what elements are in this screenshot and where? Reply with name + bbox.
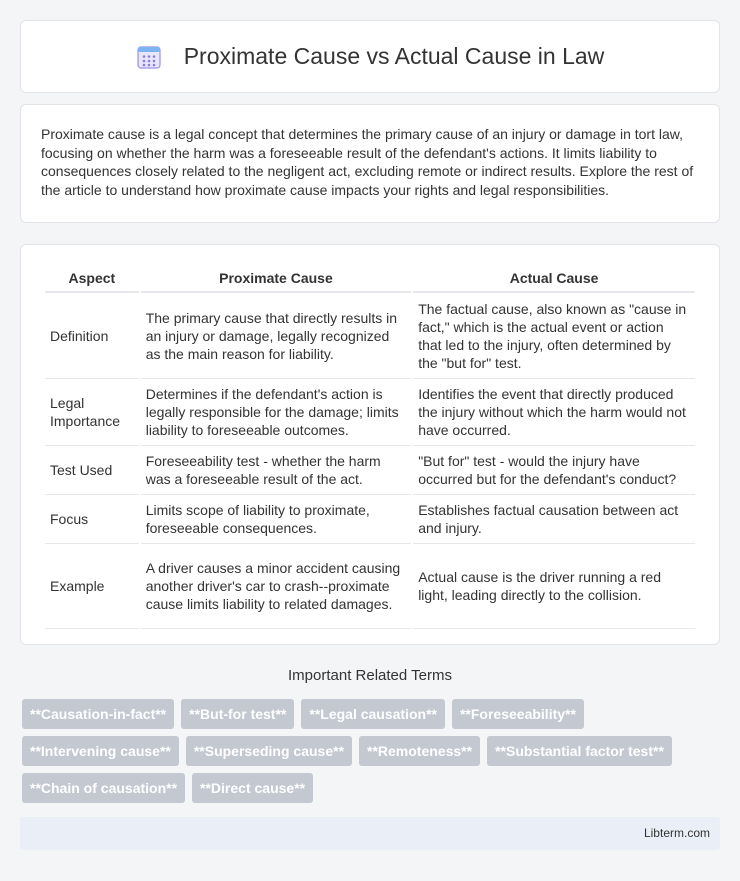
table-row	[45, 446, 695, 495]
header-proximate-cause: Proximate Cause	[141, 265, 411, 293]
related-term-tag[interactable]: **Direct cause**	[192, 773, 313, 803]
cell-actual: "But for" test - would the injury have occurred but for the defendant's conduct?	[413, 446, 695, 495]
intro-text: Proximate cause is a legal concept that determines the primary cause of an injury or damage in tort law, focusing on whether the harm was a foreseeable result of the defendant's actions. It limits liability to consequences closely related to the negligent act, excluding remote or indirect results. Explore the rest of the article to understand how proximate cause impacts your rights and legal responsibilities.	[41, 126, 694, 198]
comparison-table	[43, 265, 697, 629]
cell-actual: Identifies the event that directly produced the injury without which the harm would not have occurred.	[413, 379, 695, 446]
cell-actual: Establishes factual causation between act and injury.	[413, 495, 695, 544]
table-header-row	[45, 265, 695, 293]
cell-proximate: Determines if the defendant's action is legally responsible for the damage; limits liability to foreseeable outcomes.	[141, 379, 411, 446]
related-term-tag[interactable]: **Superseding cause**	[186, 736, 352, 766]
table-row	[45, 379, 695, 446]
cell-aspect: Focus	[45, 495, 139, 544]
calendar-grid-icon	[136, 44, 162, 70]
footer-brand-link[interactable]: Libterm.com	[643, 826, 710, 840]
header-aspect: Aspect	[45, 265, 139, 293]
page-title: Proximate Cause vs Actual Cause in Law	[183, 43, 605, 69]
cell-aspect: Definition	[45, 293, 139, 379]
title-card	[20, 20, 720, 93]
related-term-tag[interactable]: **Foreseeability**	[452, 699, 584, 729]
table-row	[45, 544, 695, 629]
related-terms-title: Important Related Terms	[288, 667, 452, 684]
comparison-table-card	[20, 244, 720, 645]
header-actual-cause: Actual Cause	[413, 265, 695, 293]
cell-aspect: Test Used	[45, 446, 139, 495]
related-terms-list	[22, 699, 722, 810]
cell-aspect: Legal Importance	[45, 379, 139, 446]
intro-card	[20, 104, 720, 223]
cell-proximate: Limits scope of liability to proximate, foreseeable consequences.	[141, 495, 411, 544]
related-term-tag[interactable]: **Remoteness**	[359, 736, 480, 766]
cell-actual: The factual cause, also known as "cause in fact," which is the actual event or action that led to the injury, often determined by the "but for" test.	[413, 293, 695, 379]
cell-proximate: A driver causes a minor accident causing another driver's car to crash--proximate cause limits liability to related damages.	[141, 544, 411, 629]
cell-actual: Actual cause is the driver running a red light, leading directly to the collision.	[413, 544, 695, 629]
table-row	[45, 293, 695, 379]
cell-aspect: Example	[45, 544, 139, 629]
cell-proximate: The primary cause that directly results in an injury or damage, legally recognized as the main reason for liability.	[141, 293, 411, 379]
table-row	[45, 495, 695, 544]
cell-proximate: Foreseeability test - whether the harm was a foreseeable result of the act.	[141, 446, 411, 495]
related-term-tag[interactable]: **Substantial factor test**	[487, 736, 672, 766]
related-term-tag[interactable]: **Causation-in-fact**	[22, 699, 174, 729]
footer	[20, 817, 720, 850]
related-term-tag[interactable]: **Legal causation**	[301, 699, 445, 729]
related-term-tag[interactable]: **But-for test**	[181, 699, 294, 729]
related-term-tag[interactable]: **Intervening cause**	[22, 736, 179, 766]
related-term-tag[interactable]: **Chain of causation**	[22, 773, 185, 803]
